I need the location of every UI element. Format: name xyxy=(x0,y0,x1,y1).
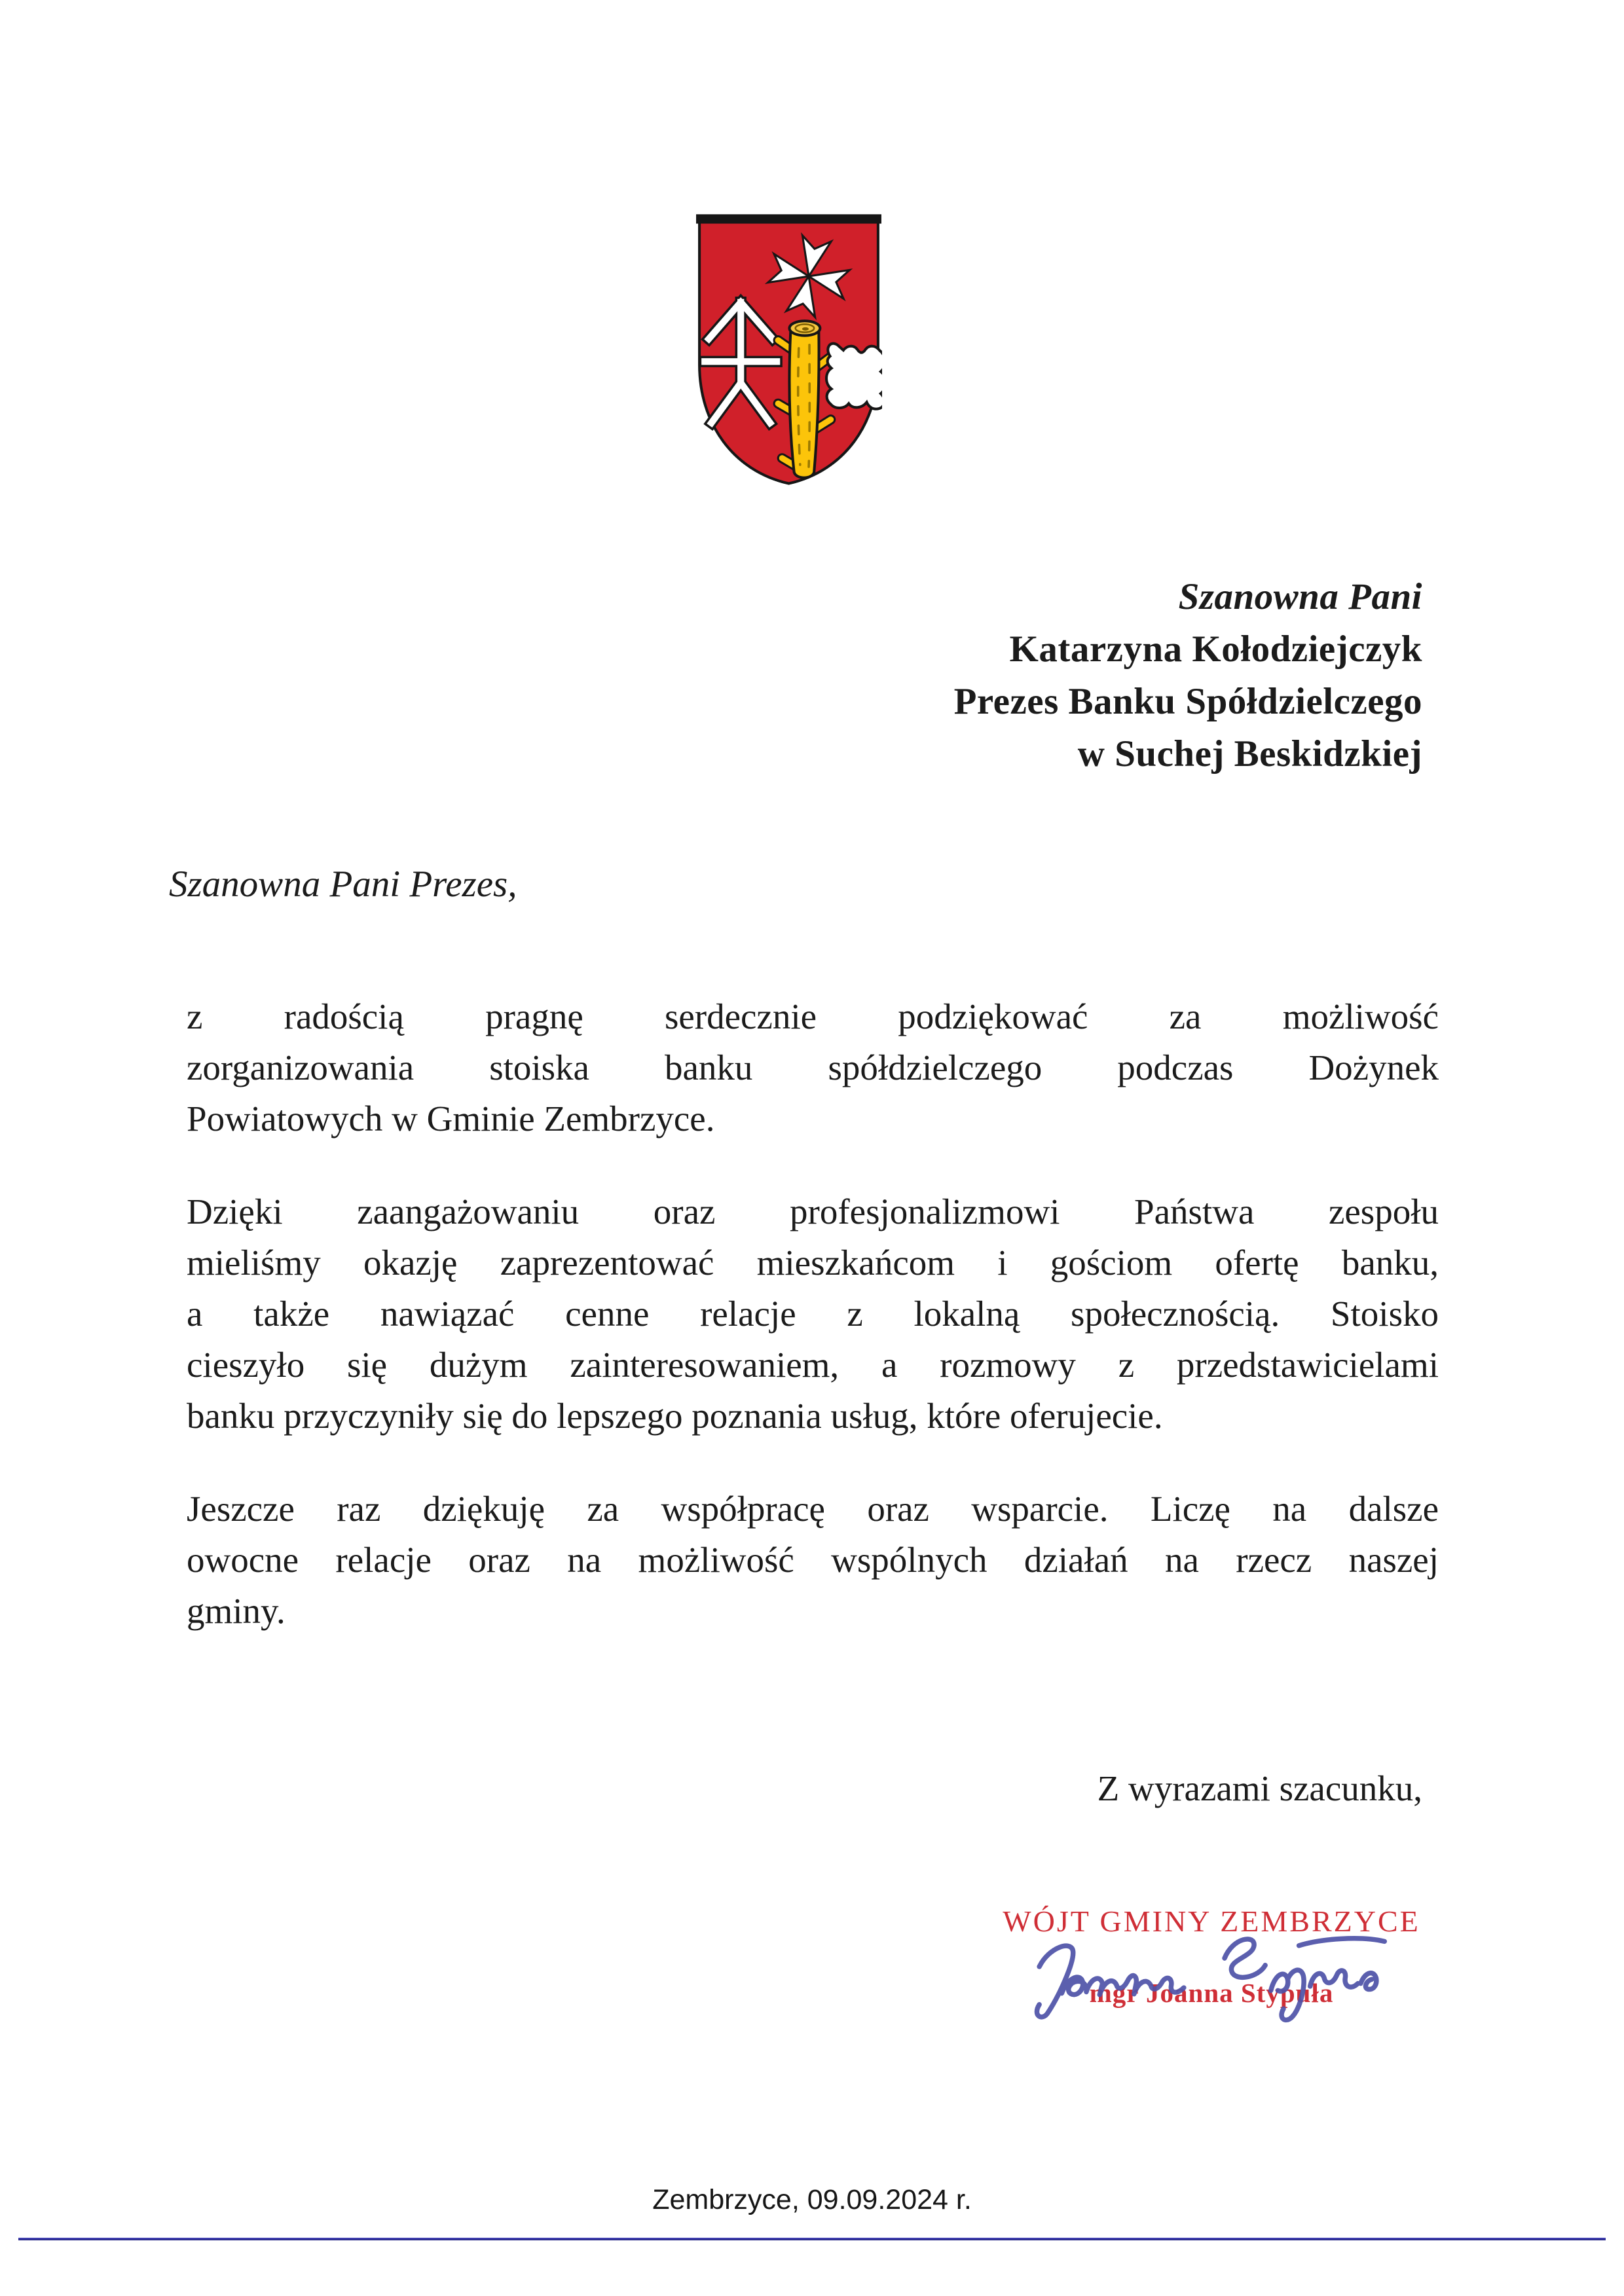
paragraph-2 xyxy=(187,1186,1439,1442)
stamp-block xyxy=(982,1900,1441,2057)
body-line: owocne relacje oraz na możliwość wspólnych działań na rzecz naszej xyxy=(187,1540,1439,1580)
letter-body xyxy=(187,991,1439,1679)
body-line: banku przyczyniły się do lepszego poznania usług, które oferujecie. xyxy=(187,1396,1163,1436)
body-line: z radością pragnę serdecznie podziękować za możliwość xyxy=(187,996,1439,1036)
paragraph-1 xyxy=(187,991,1439,1144)
body-line: zorganizowania stoiska banku spółdzielczego podczas Dożynek xyxy=(187,1048,1439,1087)
signature-joanna-stypula xyxy=(1018,1925,1411,2039)
zembrzyce-coat-of-arms xyxy=(695,208,882,495)
footer-rule xyxy=(18,2238,1606,2240)
body-line: Powiatowych w Gminie Zembrzyce. xyxy=(187,1099,715,1139)
body-line: Dzięki zaangażowaniu oraz profesjonalizmowi Państwa zespołu xyxy=(187,1192,1439,1231)
recipient-location: w Suchej Beskidzkiej xyxy=(1077,733,1422,774)
closing-phrase: Z wyrazami szacunku, xyxy=(1097,1768,1422,1808)
recipient-title: Prezes Banku Spółdzielczego xyxy=(953,681,1422,722)
leather-hide-icon xyxy=(826,344,882,409)
place-date-line: Zembrzyce, 09.09.2024 r. xyxy=(652,2184,972,2215)
recipient-honorific: Szanowna Pani xyxy=(1178,576,1422,617)
body-line: Jeszcze raz dziękuję za współpracę oraz wsparcie. Liczę na dalsze xyxy=(187,1489,1439,1529)
body-line: cieszyło się dużym zainteresowaniem, a rozmowy z przedstawicielami xyxy=(187,1345,1439,1385)
stamp-signer-name: mgr Joanna Stypuła xyxy=(1089,1978,1334,2008)
salutation: Szanowna Pani Prezes, xyxy=(169,864,517,905)
stamp-office-title: WÓJT GMINY ZEMBRZYCE xyxy=(1003,1904,1420,1938)
body-line: a także nawiązać cenne relacje z lokalną społecznością. Stoisko xyxy=(187,1294,1439,1334)
body-line: gminy. xyxy=(187,1591,286,1631)
recipient-block xyxy=(954,571,1422,780)
paragraph-3 xyxy=(187,1484,1439,1637)
body-line: mieliśmy okazję zaprezentować mieszkańcom i gościom ofertę banku, xyxy=(187,1243,1439,1283)
recipient-name: Katarzyna Kołodziejczyk xyxy=(1009,629,1422,670)
